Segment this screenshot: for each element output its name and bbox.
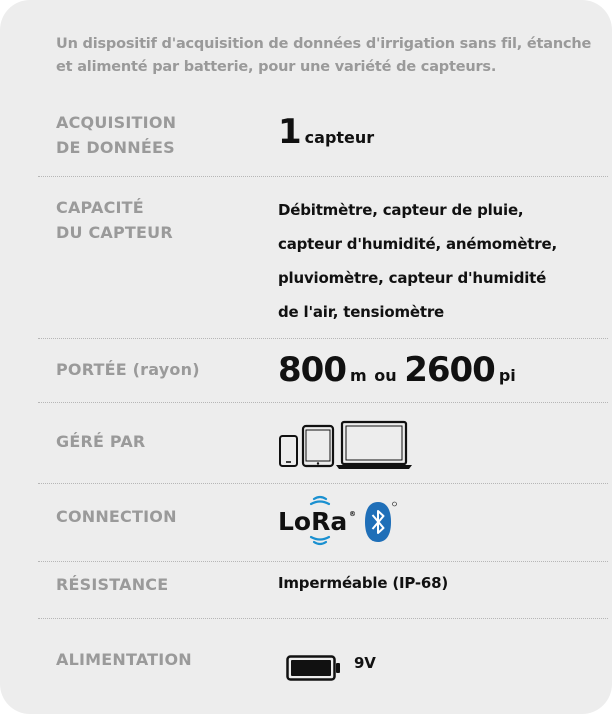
capacity-label xyxy=(56,195,266,245)
range-connector: ou xyxy=(374,366,397,385)
separator xyxy=(38,618,608,619)
capacity-value xyxy=(278,193,557,329)
lora-text: LoRa xyxy=(278,507,348,536)
sensor-unit: capteur xyxy=(304,128,375,147)
range-value xyxy=(278,350,516,390)
resistance-value: Imperméable (IP-68) xyxy=(278,574,449,592)
smartphone-icon xyxy=(280,436,297,466)
devices-icons xyxy=(278,420,413,472)
resistance-label: RÉSISTANCE xyxy=(56,575,169,594)
battery-icon xyxy=(286,655,342,681)
sensor-count: 1 xyxy=(278,112,301,152)
connection-label: CONNECTION xyxy=(56,507,177,526)
acquisition-label-line1: ACQUISITION xyxy=(56,113,177,132)
connection-logos xyxy=(278,494,408,550)
power-value: 9V xyxy=(354,654,376,672)
capacity-label-line2: DU CAPTEUR xyxy=(56,223,173,242)
lora-registered-mark: ® xyxy=(349,510,356,518)
range-label: PORTÉE (rayon) xyxy=(56,360,200,379)
acquisition-value xyxy=(278,112,374,152)
range-feet-unit: pi xyxy=(498,366,516,385)
managed-label: GÉRÉ PAR xyxy=(56,432,146,451)
range-feet: 2600 xyxy=(404,350,495,390)
capacity-line: de l'air, tensiomètre xyxy=(278,303,444,321)
capacity-line: pluviomètre, capteur d'humidité xyxy=(278,269,547,287)
capacity-label-line1: CAPACITÉ xyxy=(56,198,144,217)
range-meters: 800 xyxy=(278,350,346,390)
tablet-icon xyxy=(303,426,333,466)
power-label: ALIMENTATION xyxy=(56,650,192,669)
separator xyxy=(38,338,608,339)
lora-logo xyxy=(278,497,356,544)
separator xyxy=(38,561,608,562)
acquisition-label xyxy=(56,110,266,160)
range-meters-unit: m xyxy=(349,366,367,385)
intro-text: Un dispositif d'acquisition de données d'irrigation sans fil, étanche et alimenté par batterie, pour une variété de capteurs. xyxy=(56,36,592,75)
acquisition-label-line2: DE DONNÉES xyxy=(56,138,175,157)
bluetooth-icon xyxy=(365,502,397,542)
capacity-line: Débitmètre, capteur de pluie, xyxy=(278,201,524,219)
laptop-icon xyxy=(336,422,412,469)
separator xyxy=(38,176,608,177)
capacity-line: capteur d'humidité, anémomètre, xyxy=(278,235,557,253)
separator xyxy=(38,483,608,484)
separator xyxy=(38,402,608,403)
